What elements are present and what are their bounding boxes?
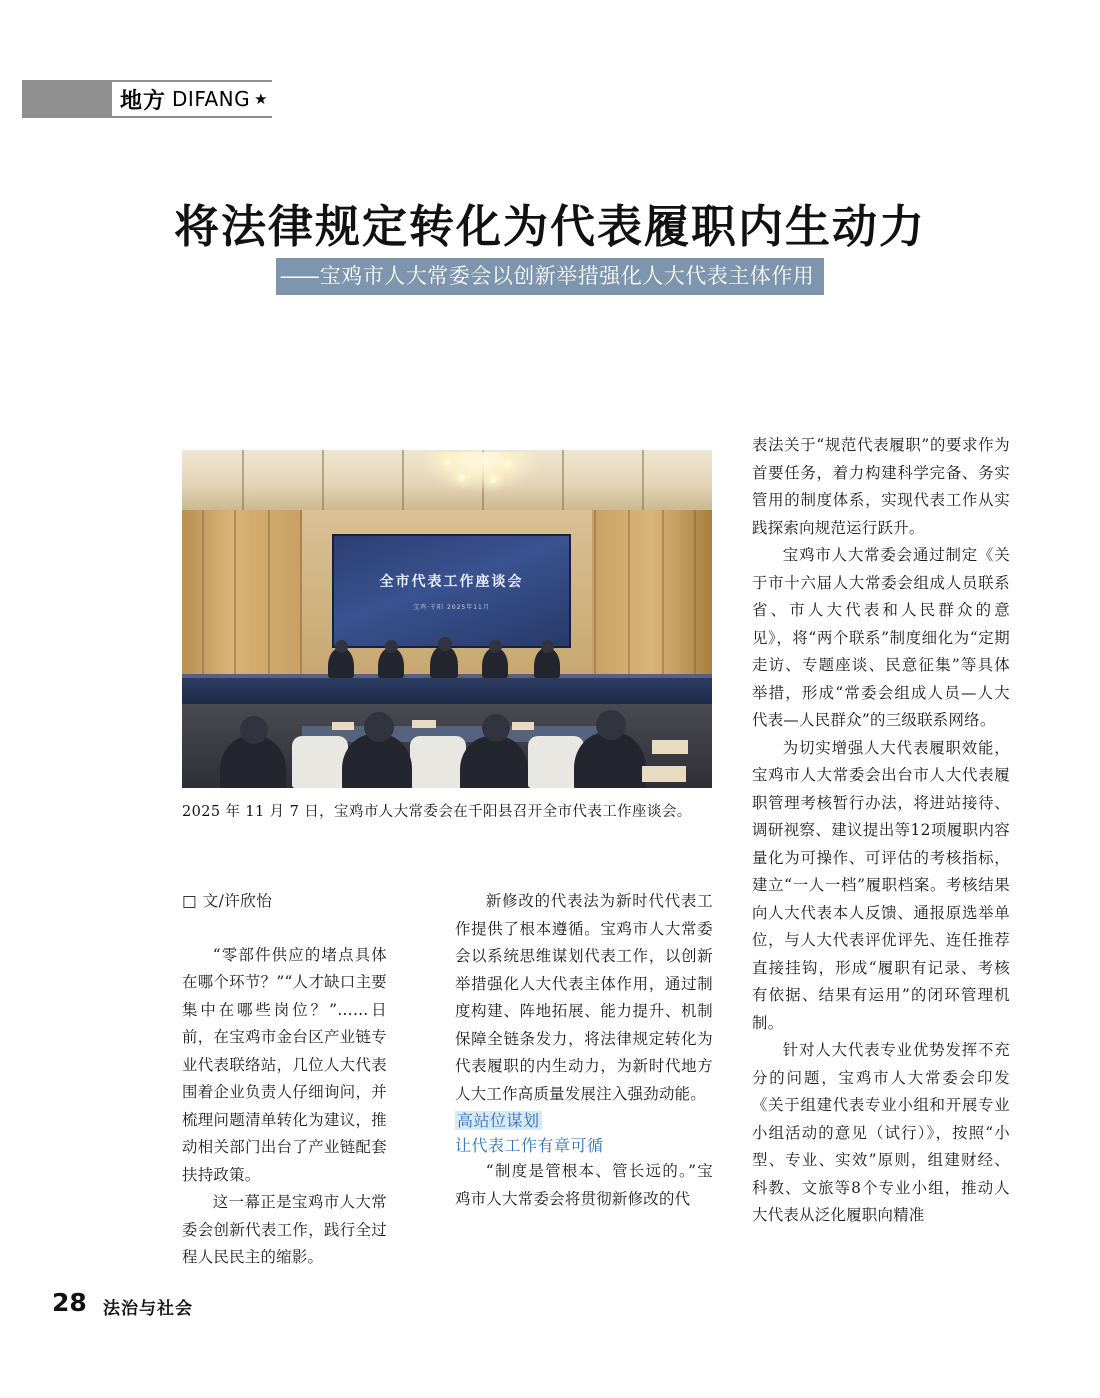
- paragraph: “制度是管根本、管长远的。”宝鸡市人大常委会将贯彻新修改的代: [455, 1162, 713, 1208]
- person-head: [335, 640, 348, 653]
- ceiling-line: [642, 450, 644, 510]
- subtitle-text: 宝鸡市人大常委会以创新举措强化人大代表主体作用: [319, 264, 815, 288]
- ceiling-light: [458, 474, 465, 481]
- byline: □ 文/许欣怡: [182, 892, 273, 910]
- chair: [410, 736, 466, 788]
- publication-name: 法治与社会: [103, 1299, 193, 1319]
- section-label-cn: 地方: [120, 88, 167, 114]
- photo-scene: [182, 450, 712, 788]
- ceiling-light: [490, 476, 497, 483]
- body-column-1: [182, 888, 387, 1272]
- photo-left-wall: [182, 510, 302, 680]
- person-head: [385, 640, 398, 653]
- ceiling-line: [402, 450, 404, 510]
- ceiling-light: [504, 460, 511, 467]
- wall-seam: [628, 510, 630, 680]
- paragraph: 这一幕正是宝鸡市人大常委会创新代表工作，践行全过程人民民主的缩影。: [182, 1193, 387, 1266]
- page-number: 28: [52, 1288, 87, 1317]
- page-title: 将法律规定转化为代表履职内生动力: [173, 200, 926, 253]
- chair: [292, 736, 348, 788]
- paragraph: 表法关于“规范代表履职”的要求作为首要任务，着力构建科学完备、务实管用的制度体系，实现代表工作从实践探索向规范运行跃升。: [752, 436, 1010, 537]
- document-sheet: [512, 722, 534, 730]
- ceiling-line: [562, 450, 564, 510]
- body-column-3: [752, 432, 1010, 1230]
- section-heading-line2: 让代表工作有章可循: [455, 1136, 604, 1155]
- document-sheet: [412, 720, 436, 728]
- seated-person: [574, 732, 646, 788]
- screen-subtitle: 宝鸡·千阳 2025年11月: [413, 603, 490, 611]
- person-head: [541, 640, 554, 653]
- wall-seam: [300, 510, 302, 680]
- projection-screen: [332, 534, 571, 648]
- star-icon: ★: [254, 90, 269, 108]
- article-photo: [182, 450, 712, 788]
- subtitle-dash: ——: [279, 264, 318, 288]
- paragraph: 新修改的代表法为新时代代表工作提供了根本遵循。宝鸡市人大常委会以系统思维谋划代表工作，以创新举措强化人大代表主体作用，通过制度构建、阵地拓展、能力提升、机制保障全链条发力，将法律规定转化为代表履职的内生动力，为新时代地方人大工作高质量发展注入强劲动能。: [455, 892, 713, 1103]
- section-heading-line1: 高站位谋划: [457, 1111, 540, 1130]
- person-head: [240, 716, 268, 744]
- person-head: [482, 714, 510, 742]
- ceiling-line: [322, 450, 324, 510]
- paragraph: 针对人大代表专业优势发挥不充分的问题，宝鸡市人大常委会印发《关于组建代表专业小组和开展专业小组活动的意见（试行）》，按照“小型、专业、实效”原则，组建财经、科教、文旅等8个专业小组，推动人大代表从泛化履职向精准: [752, 1041, 1010, 1224]
- page-subtitle: [276, 258, 825, 295]
- screen-title: 全市代表工作座谈会: [379, 573, 524, 590]
- seated-person: [460, 736, 528, 788]
- body-column-2: [455, 888, 713, 1213]
- wall-seam: [694, 510, 696, 680]
- wall-seam: [662, 510, 664, 680]
- document-sheet: [642, 766, 686, 782]
- photo-caption: 2025 年 11 月 7 日，宝鸡市人大常委会在千阳县召开全市代表工作座谈会。: [182, 804, 692, 820]
- head-table: [182, 678, 712, 704]
- wall-seam: [202, 510, 204, 680]
- ceiling-light: [444, 458, 451, 465]
- person-head: [364, 712, 394, 742]
- ceiling-light: [474, 454, 481, 461]
- subtitle-wrapper: [0, 258, 1100, 295]
- document-sheet: [332, 722, 354, 730]
- section-label-en: DIFANG: [172, 87, 251, 111]
- paragraph: 宝鸡市人大常委会通过制定《关于市十六届人大常委会组成人员联系省、市人大代表和人民群众的意见》，将“两个联系”制度细化为“定期走访、专题座谈、民意征集”等具体举措，形成“常委会组成人员—人大代表—人民群众”的三级联系网络。: [752, 546, 1010, 729]
- ceiling-line: [242, 450, 244, 510]
- wall-seam: [234, 510, 236, 680]
- section-label: [112, 82, 279, 116]
- person-head: [438, 637, 452, 651]
- person-head: [489, 640, 502, 653]
- document-sheet: [652, 740, 688, 754]
- person-head: [596, 710, 626, 740]
- paragraph: “零部件供应的堵点具体在哪个环节？”“人才缺口主要集中在哪些岗位？”……日前，在宝鸡市金台区产业链专业代表联络站，几位人大代表围着企业负责人仔细询问，并梳理问题清单转化为建议，推动相关部门出台了产业链配套扶持政策。: [182, 945, 387, 1184]
- wall-seam: [594, 510, 596, 680]
- section-heading: [455, 1108, 713, 1158]
- paragraph: 为切实增强人大代表履职效能，宝鸡市人大常委会出台市人大代表履职管理考核暂行办法，将进站接待、调研视察、建议提出等12项履职内容量化为可操作、可评估的考核指标，建立“一人一档”履职档案。考核结果向人大代表本人反馈、通报原选举单位，与人大代表评优评先、连任推荐直接挂钩，形成“履职有记录、考核有依据、结果有运用”的闭环管理机制。: [752, 738, 1010, 1032]
- wall-seam: [268, 510, 270, 680]
- seated-person: [342, 734, 412, 788]
